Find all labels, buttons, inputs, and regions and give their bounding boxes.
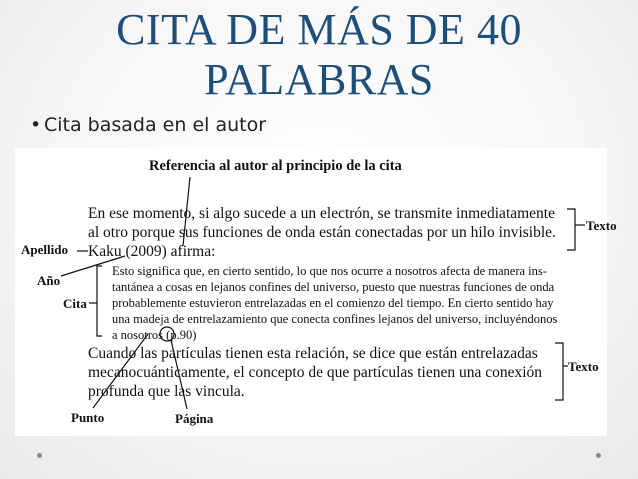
- label-cita: Cita: [63, 296, 87, 311]
- slide-title-line-2: PALABRAS: [204, 55, 434, 104]
- intro-line-1: En ese momento, si algo sucede a un electrón, se transmite inmediatamente: [88, 205, 555, 222]
- nav-dot-right: [596, 453, 601, 458]
- after-line-3: profunda que las vincula.: [88, 383, 245, 400]
- quote-line-1: Esto significa que, en cierto sentido, lo que nos ocurre a nosotros afecta de manera ins-: [112, 264, 547, 278]
- quote-line-4: una madeja de entrelazamiento que conecta confines lejanos del universo, incluyéndonos: [112, 312, 558, 326]
- label-anio: Año: [37, 273, 61, 288]
- annotation-lines: [15, 148, 607, 436]
- bullet-marker: •: [30, 114, 42, 136]
- intro-line-3: Kaku (2009) afirma:: [88, 243, 216, 260]
- figure-caption: Referencia al autor al principio de la cita: [149, 158, 402, 174]
- label-pagina: Página: [175, 411, 214, 426]
- bullet-item: [30, 114, 266, 136]
- cita-bracket: [97, 266, 102, 336]
- bullet-text: Cita basada en el autor: [44, 114, 267, 136]
- texto-bottom-bracket: [555, 343, 563, 400]
- label-apellido: Apellido: [21, 242, 68, 257]
- after-line-1: Cuando las partículas tienen esta relación, se dice que están entrelazadas: [88, 345, 538, 362]
- anio-pointer: [61, 256, 125, 276]
- nav-dot-left: [37, 453, 42, 458]
- caption-pointer-line: [183, 177, 190, 246]
- label-punto: Punto: [71, 410, 105, 425]
- texto-top-bracket: [567, 209, 575, 250]
- quote-line-2: tantánea a cosas en lejanos confines del universo, puesto que nuestras funciones de onda: [112, 280, 555, 294]
- label-texto-bottom: Texto: [568, 359, 599, 374]
- page-ref-circle: [160, 327, 174, 341]
- punto-pointer: [93, 334, 148, 408]
- after-line-2: mecanocuánticamente, el concepto de que partículas tienen una conexión: [88, 364, 543, 381]
- label-texto-top: Texto: [586, 218, 617, 233]
- citation-figure: [15, 148, 617, 436]
- quote-line-3: probablemente estuvieron entrelazadas en el comienzo del tiempo. En cierto sentido hay: [112, 296, 554, 310]
- quote-line-5: a nosotros (p.90): [112, 328, 197, 342]
- slide-title-line-1: CITA DE MÁS DE 40: [116, 5, 522, 54]
- pagina-pointer: [171, 340, 187, 409]
- intro-line-2: al otro porque sus funciones de onda están conectadas por un hilo invisible.: [88, 224, 556, 241]
